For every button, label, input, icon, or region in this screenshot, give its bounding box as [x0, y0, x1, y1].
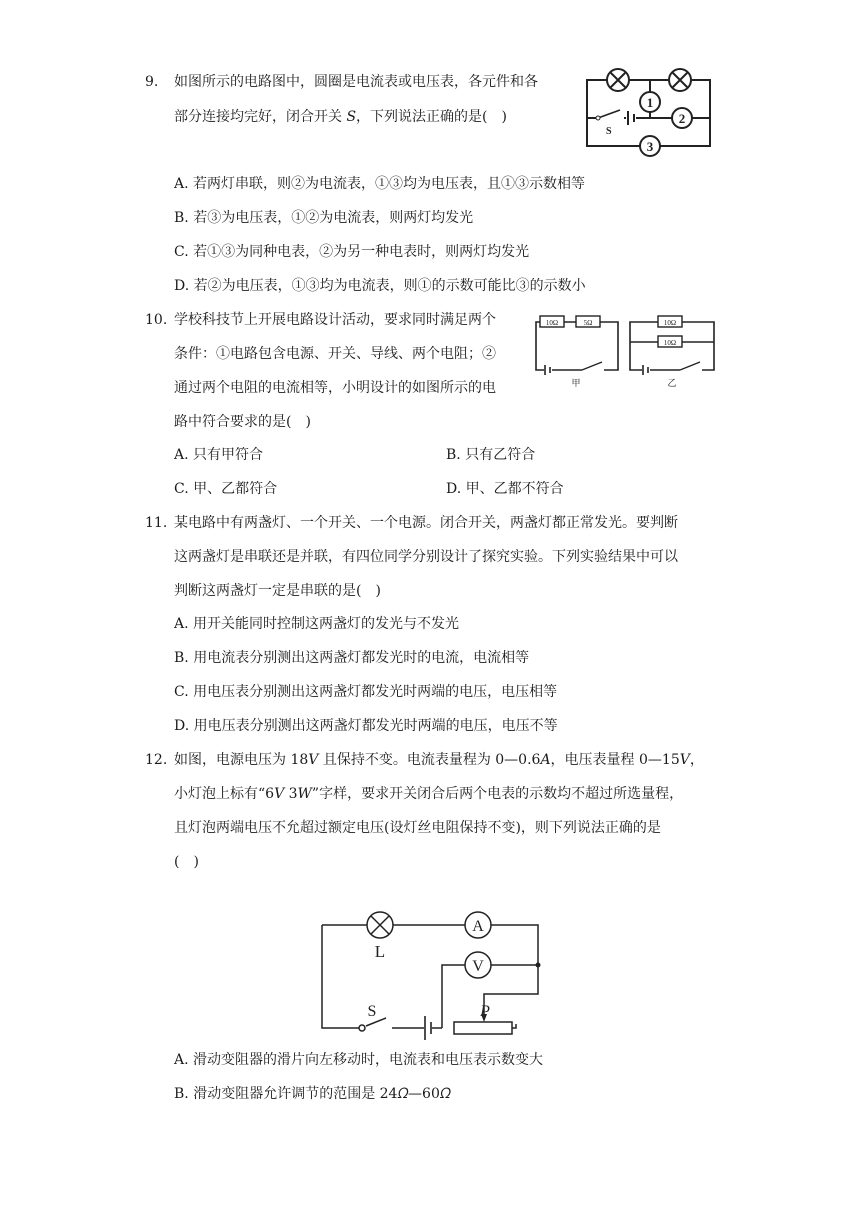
diagram-b-label: 乙 [667, 378, 677, 388]
voltmeter-label: V [472, 958, 484, 975]
question-9-option-c: C. 若①③为同种电表，②为另一种电表时，则两灯均发光 [174, 244, 530, 260]
question-12-option-b: B. 滑动变阻器允许调节的范围是 24𝛺—60𝛺 [174, 1086, 451, 1102]
question-9-option-d: D. 若②为电压表，①③均为电流表，则①的示数可能比③的示数小 [174, 278, 586, 294]
question-10-circuit-diagrams [530, 302, 718, 388]
meter-2-label: 2 [678, 111, 686, 126]
resistor-b2-label: 10Ω [663, 339, 677, 347]
question-9-stem-line-1: 如图所示的电路图中，圆圈是电流表或电压表，各元件和各 [174, 74, 538, 90]
question-12-stem-line-1: 如图，电源电压为 18𝑉 且保持不变。电流表量程为 0—0.6𝐴，电压表量程 0—15𝑉， [174, 752, 704, 768]
question-12-number: 12. [145, 752, 168, 768]
slider-label: P [480, 1003, 490, 1020]
question-10-option-b: B. 只有乙符合 [446, 447, 536, 463]
question-12-stem-line-3: 且灯泡两端电压不允超过额定电压(设灯丝电阻保持不变)，则下列说法正确的是 [174, 820, 661, 836]
question-10-option-d: D. 甲、乙都不符合 [446, 481, 564, 497]
resistor-b1-label: 10Ω [663, 319, 677, 327]
ammeter-label: A [472, 918, 484, 935]
question-11-stem-line-2: 这两盏灯是串联还是并联，有四位同学分别设计了探究实验。下列实验结果中可以 [174, 549, 678, 565]
switch-label: S [606, 126, 612, 137]
question-10-stem-line-2: 条件：①电路包含电源、开关、导线、两个电阻；② [174, 346, 496, 362]
question-11-stem-line-3: 判断这两盏灯一定是串联的是( ) [174, 583, 381, 599]
question-12-circuit-diagram [310, 900, 550, 1045]
meter-3-label: 3 [646, 139, 654, 154]
question-11-option-c: C. 用电压表分别测出这两盏灯都发光时两端的电压，电压相等 [174, 684, 558, 700]
lamp-label: L [374, 942, 386, 961]
question-12-stem-line-2: 小灯泡上标有“6𝑉 3𝑊”字样，要求开关闭合后两个电表的示数均不超过所选量程， [174, 786, 684, 802]
question-9-number: 9. [145, 74, 159, 90]
resistor-a1-label: 10Ω [545, 319, 559, 327]
meter-1-label: 1 [646, 95, 654, 110]
question-11-option-b: B. 用电流表分别测出这两盏灯都发光时的电流，电流相等 [174, 650, 530, 666]
question-12-option-a: A. 滑动变阻器的滑片向左移动时，电流表和电压表示数变大 [174, 1052, 544, 1068]
diagram-a-label: 甲 [571, 378, 581, 388]
question-10-stem-line-4: 路中符合要求的是( ) [174, 414, 311, 430]
question-9-option-b: B. 若③为电压表，①②为电流表，则两灯均发光 [174, 210, 474, 226]
question-10-option-a: A. 只有甲符合 [174, 447, 264, 463]
question-11-option-d: D. 用电压表分别测出这两盏灯都发光时两端的电压，电压不等 [174, 718, 558, 734]
question-9-stem-line-2: 部分连接均完好，闭合开关 𝑆，下列说法正确的是( ) [174, 109, 507, 125]
question-12-stem-line-4: ( ) [174, 854, 199, 870]
question-11-option-a: A. 用开关能同时控制这两盏灯的发光与不发光 [174, 616, 460, 632]
question-11-number: 11. [145, 515, 168, 531]
question-9-circuit-diagram [584, 64, 714, 160]
question-10-stem-line-1: 学校科技节上开展电路设计活动，要求同时满足两个 [174, 312, 496, 328]
question-11-stem-line-1: 某电路中有两盏灯、一个开关、一个电源。闭合开关，两盏灯都正常发光。要判断 [174, 515, 678, 531]
resistor-a2-label: 5Ω [583, 319, 593, 327]
question-10-stem-line-3: 通过两个电阻的电流相等，小明设计的如图所示的电 [174, 380, 496, 396]
question-10-number: 10. [145, 312, 168, 328]
question-10-option-c: C. 甲、乙都符合 [174, 481, 278, 497]
question-9-option-a: A. 若两灯串联，则②为电流表，①③均为电压表，且①③示数相等 [174, 176, 586, 192]
switch-label: S [367, 1003, 377, 1020]
